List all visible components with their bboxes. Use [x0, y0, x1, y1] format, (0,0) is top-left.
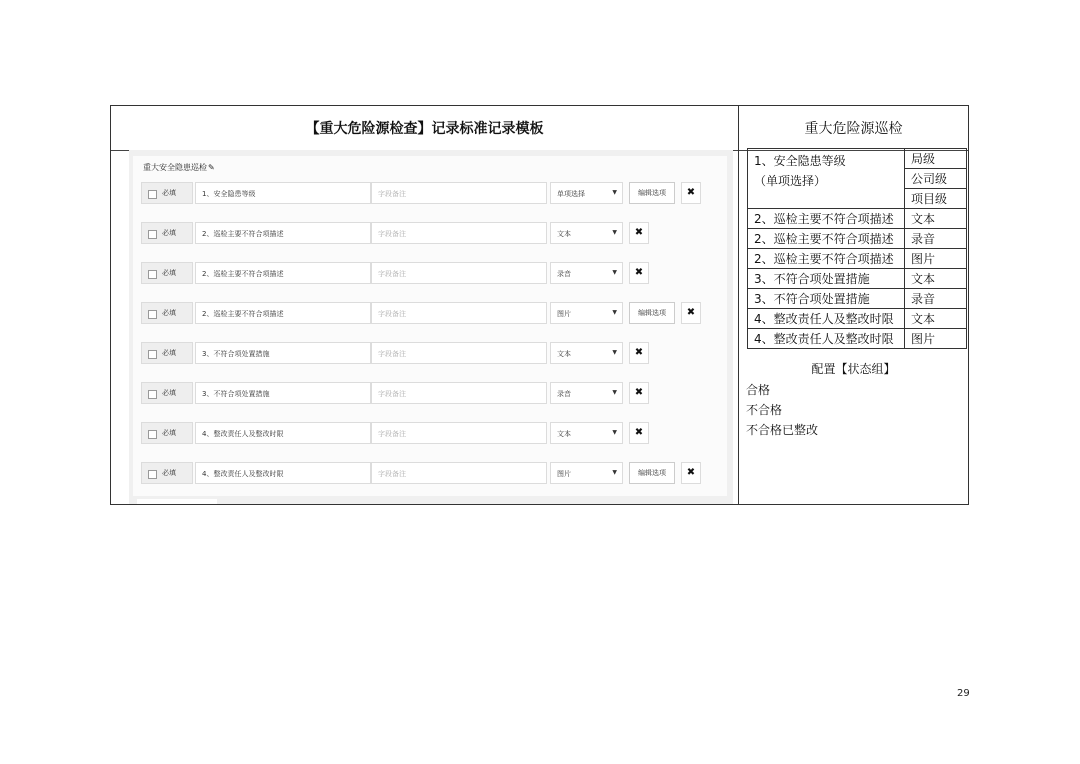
required-checkbox[interactable]: [148, 270, 157, 279]
edit-options-button[interactable]: 编辑选项: [629, 462, 675, 484]
form-screenshot: [129, 150, 733, 504]
caret-down-icon: ▼: [612, 389, 617, 396]
field-note-input[interactable]: 字段备注: [371, 462, 547, 484]
type-cell: 文本: [905, 309, 967, 329]
config-title: 配置【状态组】: [811, 362, 896, 376]
field-type-value: 文本: [557, 350, 571, 358]
field-name-input[interactable]: 2、巡检主要不符合项描述: [195, 222, 371, 244]
required-toggle[interactable]: [141, 182, 193, 204]
field-type-value: 录音: [557, 270, 571, 278]
field-type-select[interactable]: [550, 302, 623, 324]
form-panel: [133, 156, 727, 496]
page-number: 29: [957, 688, 970, 699]
delete-icon[interactable]: ✖: [629, 342, 649, 364]
field-row: [141, 302, 715, 326]
required-label: 必填: [162, 229, 176, 237]
item-cell: 2、巡检主要不符合项描述: [748, 209, 905, 229]
required-checkbox[interactable]: [148, 470, 157, 479]
form-footer: [137, 499, 217, 504]
required-checkbox[interactable]: [148, 230, 157, 239]
required-label: 必填: [162, 269, 176, 277]
item-cell: 3、不符合项处置措施: [748, 269, 905, 289]
delete-icon[interactable]: ✖: [629, 262, 649, 284]
required-label: 必填: [162, 349, 176, 357]
field-name-input[interactable]: 2、巡检主要不符合项描述: [195, 302, 371, 324]
field-type-value: 文本: [557, 230, 571, 238]
document-frame: [110, 105, 969, 505]
field-row: [141, 462, 715, 486]
caret-down-icon: ▼: [612, 309, 617, 316]
column-divider: [738, 106, 739, 504]
field-name-input[interactable]: 2、巡检主要不符合项描述: [195, 262, 371, 284]
field-type-select[interactable]: [550, 222, 623, 244]
field-note-input[interactable]: 字段备注: [371, 262, 547, 284]
required-toggle[interactable]: [141, 222, 193, 244]
required-label: 必填: [162, 469, 176, 477]
table-row: [748, 149, 967, 169]
required-toggle[interactable]: [141, 302, 193, 324]
merged-subtitle: （单项选择）: [754, 174, 827, 188]
field-note-input[interactable]: 字段备注: [371, 422, 547, 444]
level-cell: 公司级: [905, 169, 967, 189]
required-checkbox[interactable]: [148, 310, 157, 319]
table-row: [748, 329, 967, 349]
field-name-input[interactable]: 3、不符合项处置措施: [195, 382, 371, 404]
field-type-value: 录音: [557, 390, 571, 398]
type-cell: 录音: [905, 229, 967, 249]
caret-down-icon: ▼: [612, 229, 617, 236]
pencil-icon[interactable]: ✎: [208, 163, 215, 172]
field-type-select[interactable]: [550, 262, 623, 284]
caret-down-icon: ▼: [612, 349, 617, 356]
field-row: [141, 262, 715, 286]
status-list: [746, 380, 818, 440]
status-item: 合格: [746, 383, 771, 397]
field-type-select[interactable]: [550, 342, 623, 364]
type-cell: 图片: [905, 329, 967, 349]
delete-icon[interactable]: ✖: [681, 302, 701, 324]
field-row: [141, 382, 715, 406]
field-row: [141, 422, 715, 446]
field-type-select[interactable]: [550, 462, 623, 484]
type-cell: 文本: [905, 269, 967, 289]
delete-icon[interactable]: ✖: [681, 182, 701, 204]
item-cell: 2、巡检主要不符合项描述: [748, 249, 905, 269]
required-toggle[interactable]: [141, 342, 193, 364]
required-checkbox[interactable]: [148, 430, 157, 439]
item-cell: 2、巡检主要不符合项描述: [748, 229, 905, 249]
field-row: [141, 342, 715, 366]
caret-down-icon: ▼: [612, 189, 617, 196]
field-name-input[interactable]: 4、整改责任人及整改时限: [195, 422, 371, 444]
field-type-select[interactable]: [550, 382, 623, 404]
required-label: 必填: [162, 309, 176, 317]
field-note-input[interactable]: 字段备注: [371, 182, 547, 204]
required-checkbox[interactable]: [148, 350, 157, 359]
field-type-select[interactable]: [550, 422, 623, 444]
table-row: [748, 249, 967, 269]
required-label: 必填: [162, 189, 176, 197]
required-toggle[interactable]: [141, 382, 193, 404]
level-cell: 项目级: [905, 189, 967, 209]
status-item: 不合格已整改: [746, 423, 819, 437]
left-title: 【重大危险源检查】记录标准记录模板: [111, 106, 738, 151]
required-label: 必填: [162, 389, 176, 397]
merged-cell: [748, 149, 905, 209]
field-type-value: 图片: [557, 310, 571, 318]
edit-options-button[interactable]: 编辑选项: [629, 182, 675, 204]
field-row: [141, 222, 715, 246]
required-label: 必填: [162, 429, 176, 437]
required-toggle[interactable]: [141, 262, 193, 284]
field-name-input[interactable]: 4、整改责任人及整改时限: [195, 462, 371, 484]
level-cell: 局级: [905, 149, 967, 169]
field-note-input[interactable]: 字段备注: [371, 222, 547, 244]
group-name: [143, 162, 215, 173]
field-type-value: 文本: [557, 430, 571, 438]
required-toggle[interactable]: [141, 422, 193, 444]
caret-down-icon: ▼: [612, 429, 617, 436]
required-checkbox[interactable]: [148, 190, 157, 199]
type-cell: 录音: [905, 289, 967, 309]
merged-title: 1、安全隐患等级: [754, 154, 846, 168]
item-cell: 4、整改责任人及整改时限: [748, 329, 905, 349]
status-item: 不合格: [746, 403, 783, 417]
delete-icon[interactable]: ✖: [681, 462, 701, 484]
delete-icon[interactable]: ✖: [629, 222, 649, 244]
item-cell: 3、不符合项处置措施: [748, 289, 905, 309]
field-name-input[interactable]: 3、不符合项处置措施: [195, 342, 371, 364]
field-note-input[interactable]: 字段备注: [371, 382, 547, 404]
field-name-input[interactable]: 1、安全隐患等级: [195, 182, 371, 204]
caret-down-icon: ▼: [612, 269, 617, 276]
item-cell: 4、整改责任人及整改时限: [748, 309, 905, 329]
required-toggle[interactable]: [141, 462, 193, 484]
field-type-select[interactable]: [550, 182, 623, 204]
field-note-input[interactable]: 字段备注: [371, 342, 547, 364]
group-name-label: 重大安全隐患巡检: [143, 163, 207, 172]
type-cell: 图片: [905, 249, 967, 269]
table-row: [748, 269, 967, 289]
required-checkbox[interactable]: [148, 390, 157, 399]
config-table: [747, 148, 967, 349]
right-title: 重大危险源巡检: [739, 106, 968, 151]
table-row: [748, 289, 967, 309]
delete-icon[interactable]: ✖: [629, 422, 649, 444]
delete-icon[interactable]: ✖: [629, 382, 649, 404]
caret-down-icon: ▼: [612, 469, 617, 476]
table-row: [748, 209, 967, 229]
table-row: [748, 309, 967, 329]
field-type-value: 单项选择: [557, 190, 585, 198]
field-row: [141, 182, 715, 206]
field-note-input[interactable]: 字段备注: [371, 302, 547, 324]
type-cell: 文本: [905, 209, 967, 229]
table-row: [748, 229, 967, 249]
edit-options-button[interactable]: 编辑选项: [629, 302, 675, 324]
field-type-value: 图片: [557, 470, 571, 478]
